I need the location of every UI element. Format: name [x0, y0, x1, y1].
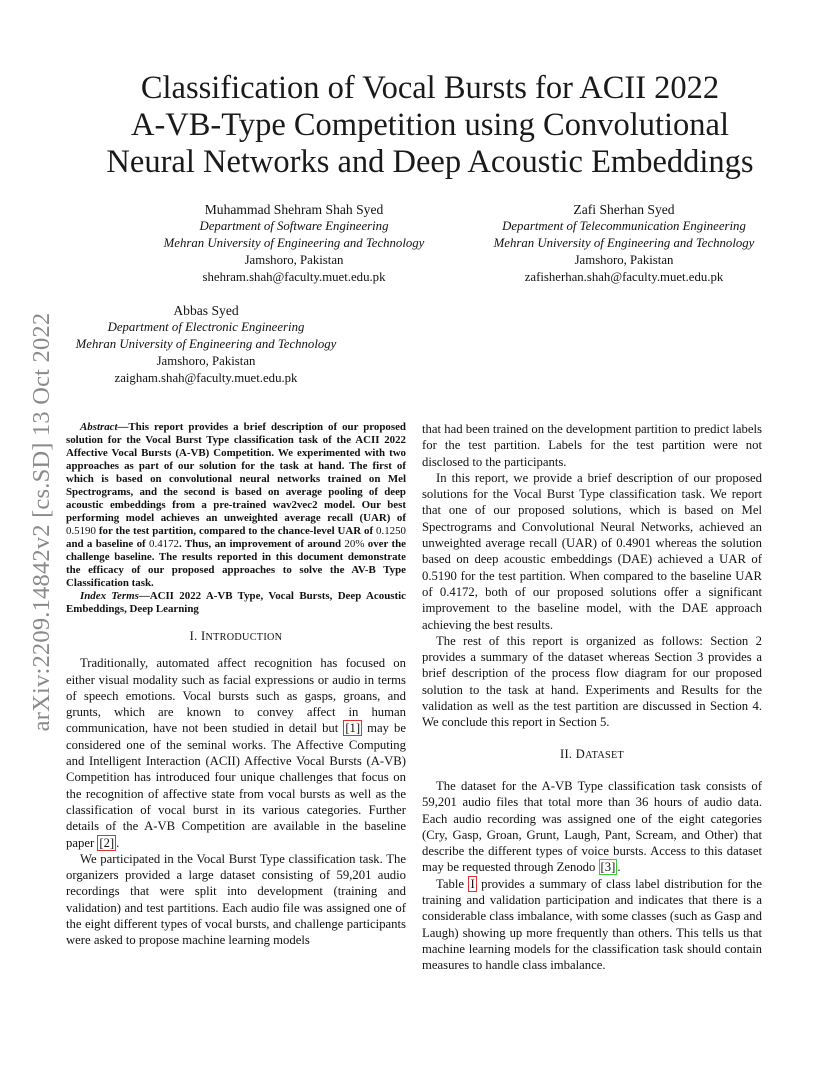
- author-email: zafisherhan.shah@faculty.muet.edu.pk: [524, 270, 724, 284]
- citation-link[interactable]: [3]: [600, 860, 616, 875]
- author-city: Jamshoro, Pakistan: [156, 354, 256, 368]
- title-line-3: Neural Networks and Deep Acoustic Embeddings: [106, 144, 754, 180]
- index-terms: Index Terms—ACII 2022 A-VB Type, Vocal Bursts, Deep Acoustic Embeddings, Deep Learning: [66, 590, 406, 615]
- intro-paragraph-2: We participated in the Vocal Burst Type classification task. The organizers provided a large dataset consisting of 59,201 audio recordings that were split into development (training and validation) and test partitions. Each audio file was assigned one of the eight different types of vocal bursts, and challenge participants were asked to propose machine learning models: [66, 851, 406, 948]
- author-university: Mehran University of Engineering and Technology: [493, 236, 755, 250]
- paper-title: [70, 70, 790, 181]
- abstract: Abstract—This report provides a brief description of our proposed solution for the Vocal Burst Type classification task of the ACII 2022 Affective Vocal Bursts (A-VB) Competition. We experimented with two approaches as part of our solution for the task at hand. The first of which is based on convolutional neural networks trained on Mel Spectrograms, and the second is based on average pooling of deep acoustic embeddings from a pre-trained wav2vec2 model. Our best performing model achieves an unweighted average recall (UAR) of 0.5190 for the test partition, compared to the chance-level UAR of 0.1250 and a baseline of 0.4172. Thus, an improvement of around 20% over the challenge baseline. The results reported in this document demonstrate the efficacy of our proposed approaches to solve the AV-B Type Classification task.: [66, 421, 406, 589]
- author-email: shehram.shah@faculty.muet.edu.pk: [202, 270, 386, 284]
- table-reference-link[interactable]: I: [470, 876, 475, 891]
- author-name: Muhammad Shehram Shah Syed: [204, 202, 384, 217]
- intro-paragraph-3: In this report, we provide a brief description of our proposed solutions for the Vocal Burst Type classification task. We report that one of our proposed solutions, which is based on Mel Spectrograms and Convolutional Neural Networks, achieved an unweighted average recall (UAR) of 0.4901 whereas the solution based on deep acoustic embeddings (DAE) achieved a UAR of 0.5190 for the test partition. When compared to the baseline UAR of 0.4172, both of our proposed solutions offer a significant improvement to the baseline model, with the DAE approach achieving the best results.: [422, 470, 763, 632]
- author-university: Mehran University of Engineering and Technology: [163, 236, 425, 250]
- author-block-2: [474, 201, 774, 286]
- left-column: [66, 421, 406, 949]
- section-heading-dataset: II. DATASET: [559, 746, 624, 761]
- author-city: Jamshoro, Pakistan: [244, 253, 344, 267]
- author-department: Department of Telecommunication Engineering: [502, 219, 746, 233]
- dataset-paragraph-1: The dataset for the A-VB Type classification task consists of 59,201 audio files that total more than 36 hours of audio data. Each audio recording was assigned one of the eight categories (Cry, Gasp, Groan, Grunt, Laugh, Pant, Scream, and Other) that describe the different types of voice bursts. Access to this dataset may be requested through Zenodo [3] .: [422, 778, 762, 875]
- author-block-3: [56, 302, 356, 387]
- arxiv-identifier: arXiv:2209.14842v2 [cs.SD] 13 Oct 2022: [28, 312, 55, 732]
- citation-link[interactable]: [2]: [99, 835, 115, 850]
- author-name: Zafi Sherhan Syed: [573, 202, 675, 217]
- author-university: Mehran University of Engineering and Technology: [75, 337, 337, 351]
- author-city: Jamshoro, Pakistan: [574, 253, 674, 267]
- author-department: Department of Software Engineering: [199, 219, 389, 233]
- intro-paragraph-2-continued: that had been trained on the development partition to predict labels for the test partition. Labels for the test partition were not disclosed to the participants.: [422, 422, 762, 469]
- intro-paragraph-1: Traditionally, automated affect recognition has focused on either visual modality such as facial expressions or audio in terms of speech emotions. Vocal bursts such as gasps, groans, and grunts, which are known to convey affect in human communication, have not been studied in detail but [1] may be considered one of the seminal works. The Affective Computing and Intelligent Interaction (ACII) Affective Vocal Bursts (A-VB) Competition has introduced four unique challenges that focus on the recognition of affective state from vocal bursts as well as the classification of vocal burst in its various categories. Further details of the A-VB Competition are available in the baseline paper [2] .: [66, 656, 406, 850]
- author-department: Department of Electronic Engineering: [107, 320, 305, 334]
- citation-link[interactable]: [1]: [345, 721, 361, 736]
- title-line-1: Classification of Vocal Bursts for ACII 2022: [140, 70, 720, 106]
- right-column: [422, 421, 762, 974]
- dataset-paragraph-2: Table I provides a summary of class label distribution for the training and validation participation and indicates that there is a considerable class imbalance, with some classes (such as Gasp and Laugh) showing up more frequently than others. This tells us that machine learning models for the classification task should contain measures to handle class imbalance.: [422, 876, 762, 973]
- section-heading-introduction: I. INTRODUCTION: [189, 629, 283, 643]
- author-name: Abbas Syed: [173, 303, 239, 318]
- abstract-label: Abstract: [80, 421, 118, 433]
- author-email: zaigham.shah@faculty.muet.edu.pk: [114, 371, 298, 385]
- intro-paragraph-4: The rest of this report is organized as follows: Section 2 provides a summary of the dataset whereas Section 3 provides a brief description of the process flow diagram for our proposed solution to the task at hand. Experiments and Results for the validation as well as the test partition are discussed in Section 4. We conclude this report in Section 5.: [422, 633, 762, 730]
- title-line-2: A-VB-Type Competition using Convolutional: [130, 107, 730, 143]
- index-terms-label: Index Terms: [80, 590, 139, 602]
- author-block-1: [120, 201, 468, 286]
